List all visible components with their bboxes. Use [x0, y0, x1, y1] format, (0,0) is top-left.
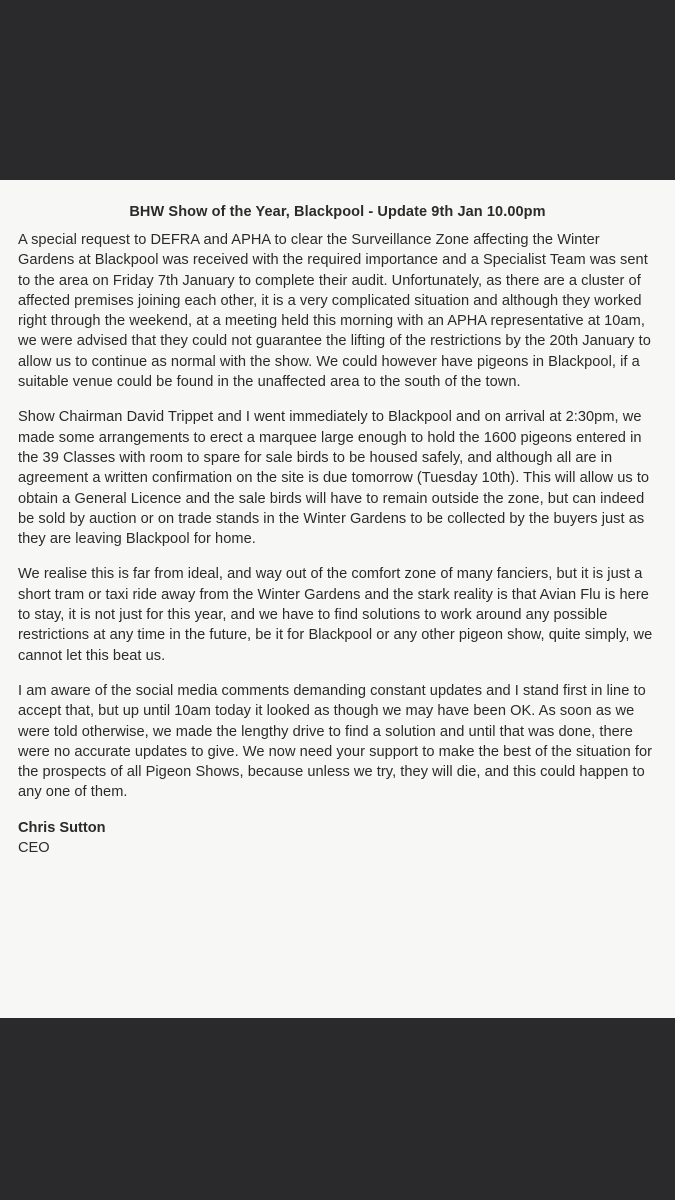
paragraph-4: I am aware of the social media comments demanding constant updates and I stand first in line to accept that, but up until 10am today it looked as though we may have been OK. As soon as we were told otherwise, we made the lengthy drive to find a solution and until that was done, there were no accurate updates to give. We now need your support to make the best of the situation for the prospects of all Pigeon Shows, because unless we try, they will die, and this could happen to any one of them. — [18, 682, 653, 801]
paragraph-1: A special request to DEFRA and APHA to clear the Surveillance Zone affecting the Winter Gardens at Blackpool was received with the required importance and a Specialist Team was sent to the area on Friday 7th January to complete their audit. Unfortunately, as there are a cluster of affected premises joining each other, it is a very complicated situation and although they worked right through the weekend, at a meeting held this morning with an APHA representative at 10am, we were advised that they could not guarantee the lifting of the restrictions by the 20th January to allow us to continue as normal with the show. We could however have pigeons in Blackpool, if a suitable venue could be found in the unaffected area to the south of the town. — [18, 232, 651, 391]
signature-name: Chris Sutton — [18, 819, 106, 836]
paragraph-2: Show Chairman David Trippet and I went immediately to Blackpool and on arrival at 2:30pm, we made some arrangements to erect a marquee large enough to hold the 1600 pigeons entered in the 39 Classes with room to spare for sale birds to be housed safely, and although all are in agreement a written confirmation on the site is due tomorrow (Tuesday 10th). This will allow us to obtain a General Licence and the sale birds will have to remain outside the zone, but can indeed be sold by auction or on trade stands in the Winter Gardens to be collected by the buyers just as they are leaving Blackpool for home. — [18, 409, 650, 548]
paragraph-3: We realise this is far from ideal, and way out of the comfort zone of many fanciers, but it is just a short tram or taxi ride away from the Winter Gardens and the stark reality is that Avian Flu is here to stay, it is not just for this year, and we have to find solutions to work around any possible restrictions at any time in the future, be it for Blackpool or any other pigeon show, quite simply, we cannot let this beat us. — [18, 566, 653, 664]
document-title: BHW Show of the Year, Blackpool - Update 9th Jan 10.00pm — [129, 204, 546, 220]
signature-role: CEO — [18, 839, 50, 856]
top-dark-band — [0, 0, 675, 180]
document-image — [0, 180, 675, 1018]
bottom-dark-band — [0, 1018, 675, 1200]
